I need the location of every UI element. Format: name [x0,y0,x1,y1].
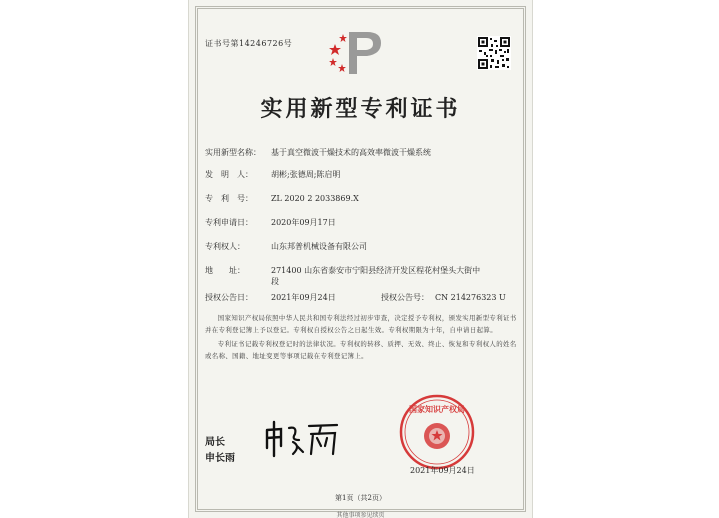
footer-note: 其他事项参见续页 [336,512,385,518]
qr-code [477,36,511,70]
field-grant-publication [205,292,506,303]
patent-certificate [189,0,532,518]
field-address [205,265,486,287]
body-paragraph-2: 专利证书记载专利权登记时的法律状况。专利权的转移、质押、无效、终止、恢复和专利权人的姓名或名称、国籍、地址变更等事项记载在专利登记簿上。 [205,340,517,360]
seal-date: 2021年09月24日 [410,466,475,475]
label-patent-number: 专 利 号： [205,194,253,203]
field-filing-date [205,217,336,228]
label-patent-owner: 专利权人： [205,242,245,251]
value-grant-number: CN 214276323 U [435,293,506,302]
value-filing-date: 2020年09月17日 [271,218,336,227]
field-patent-number [205,193,359,204]
label-address: 地 址： [205,266,245,275]
certificate-title: 实用新型专利证书 [260,96,461,122]
field-patent-owner [205,241,367,252]
official-seal [397,392,477,472]
signature-title: 局长 [205,437,225,448]
body-paragraph-1: 国家知识产权局依照中华人民共和国专利法经过初步审查，决定授予专利权，颁发实用新型专利证书并在专利登记簿上予以登记。专利权自授权公告之日起生效。专利权期限为十年，自申请日起算。 [205,314,517,334]
label-filing-date: 专利申请日： [205,218,253,227]
field-utility-model-name [205,147,431,158]
patent-office-logo [327,26,387,78]
value-grant-date: 2021年09月24日 [271,293,336,302]
value-patent-owner: 山东邦普机械设备有限公司 [271,242,367,251]
value-patent-number: ZL 2020 2 2033869.X [271,194,359,203]
value-utility-model-name: 基于真空微波干燥技术的高效率微波干燥系统 [271,148,431,157]
label-grant-date: 授权公告日： [205,293,253,302]
label-grant-number: 授权公告号： [381,293,429,302]
value-address: 271400 山东省泰安市宁阳县经济开发区程花村堡头大街中段 [271,266,481,286]
handwritten-signature [263,416,343,460]
seal-text: 国家知识产权局 [409,405,465,414]
certificate-number: 证书号第14246726号 [205,39,293,48]
page-number: 第1页（共2页） [335,494,386,502]
label-utility-model-name: 实用新型名称： [205,148,261,157]
label-inventor: 发 明 人： [205,170,253,179]
signature-name: 申长雨 [205,453,235,464]
field-inventor [205,169,340,180]
value-inventor: 胡彬;张德周;陈启明 [271,170,341,179]
